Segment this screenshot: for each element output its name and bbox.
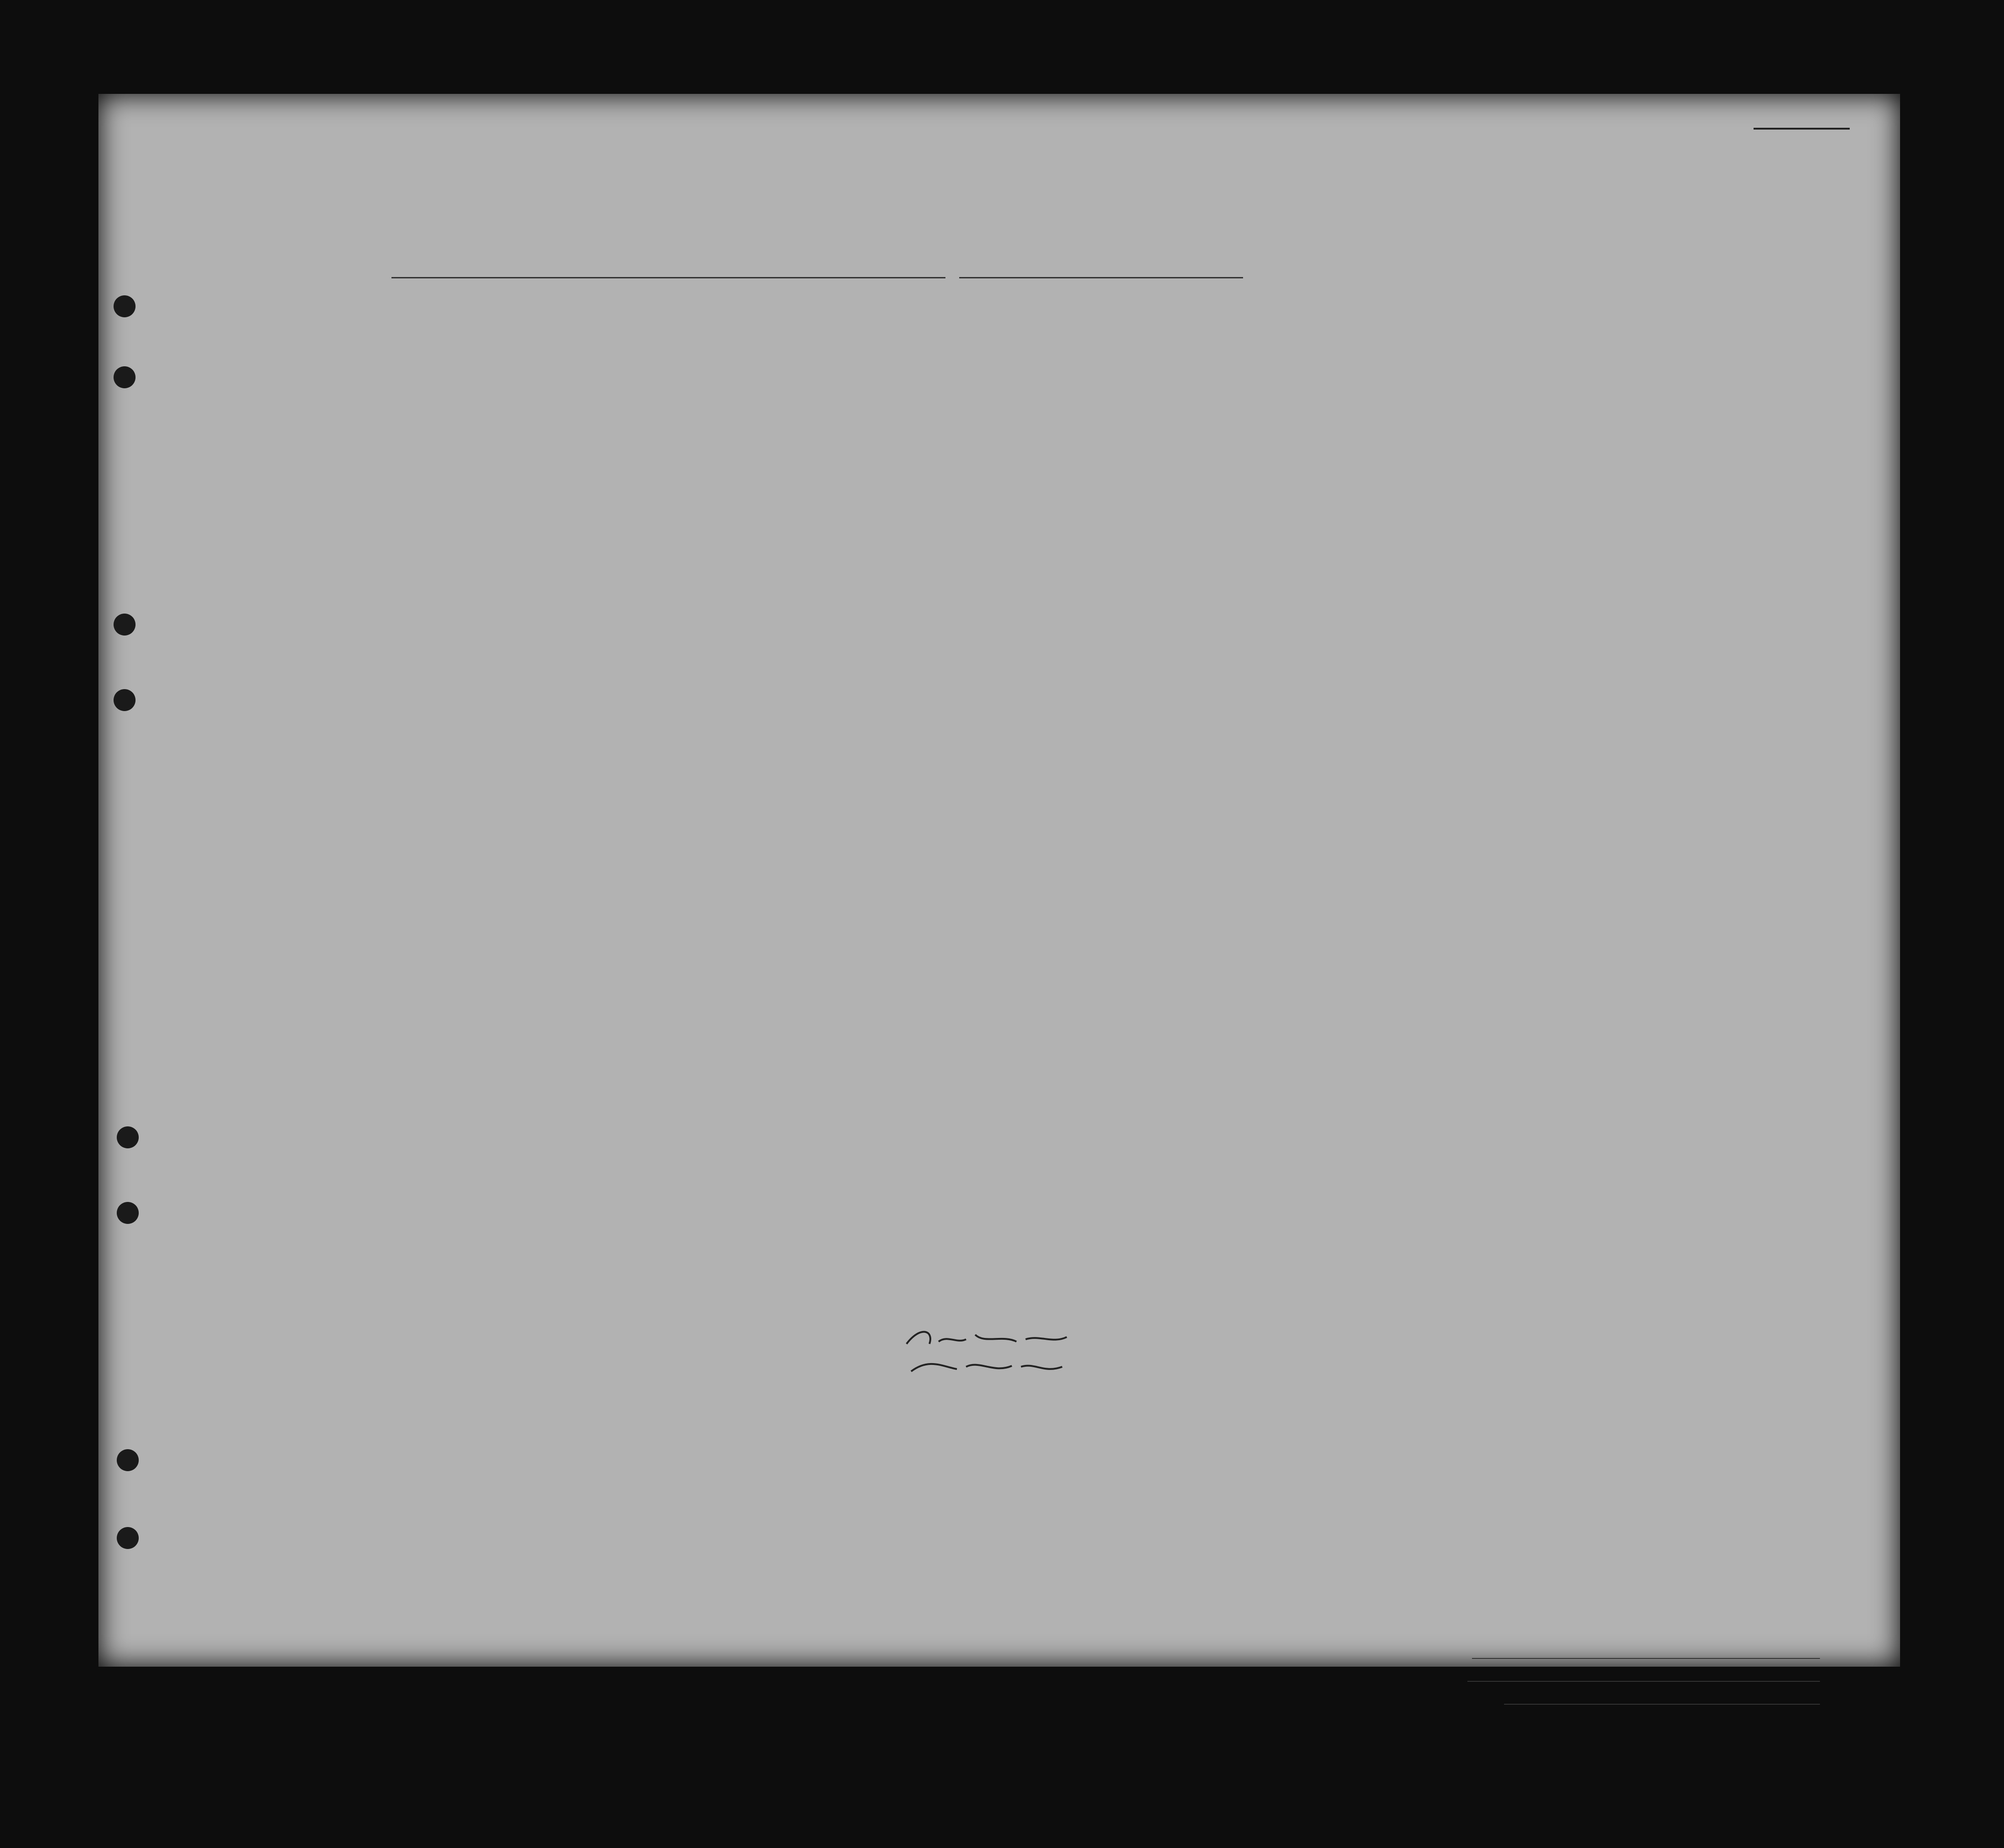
line-underline xyxy=(1472,1658,1820,1659)
binder-hole xyxy=(117,1126,139,1148)
owners-underline xyxy=(1467,1681,1820,1682)
binder-hole xyxy=(117,1527,139,1549)
binder-hole xyxy=(117,1202,139,1224)
handwritten-note xyxy=(902,1316,1076,1385)
agents-underline xyxy=(1504,1704,1820,1705)
manifest-table xyxy=(98,94,1900,1667)
binder-hole xyxy=(114,689,136,711)
binder-hole xyxy=(114,366,136,388)
manifest-sheet xyxy=(98,94,1900,1667)
binder-hole xyxy=(117,1449,139,1471)
binder-hole xyxy=(114,614,136,636)
binder-hole xyxy=(114,295,136,317)
